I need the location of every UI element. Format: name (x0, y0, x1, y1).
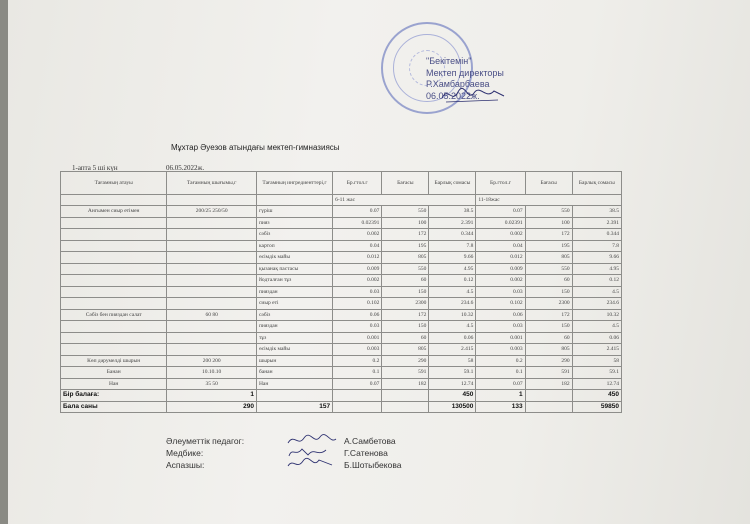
price-a: 195 (382, 240, 429, 252)
sum-b: 12.74 (572, 378, 621, 390)
dish-name: Нан (61, 378, 167, 390)
gross-a: 0.06 (333, 309, 382, 321)
per-child-total-b: 450 (572, 390, 621, 402)
dish-yield (167, 229, 257, 241)
gross-a: 0.002 (333, 229, 382, 241)
child-count-row (61, 401, 622, 413)
sum-a: 7.8 (429, 240, 476, 252)
dish-yield: 60 80 (167, 309, 257, 321)
ingredient: картоп (256, 240, 332, 252)
price-b: 150 (525, 321, 572, 333)
table-row (61, 275, 622, 287)
sum-a: 4.95 (429, 263, 476, 275)
sum-a: 9.66 (429, 252, 476, 264)
price-a: 550 (382, 206, 429, 218)
price-b: 591 (525, 367, 572, 379)
handwritten-signature (286, 459, 344, 471)
dish-name (61, 332, 167, 344)
price-b: 2300 (525, 298, 572, 310)
per-child-label: Бір балаға: (61, 390, 167, 402)
price-b: 100 (525, 217, 572, 229)
gross-b: 0.102 (476, 298, 525, 310)
price-b: 195 (525, 240, 572, 252)
staff-role: Аспазшы: (166, 460, 205, 470)
sum-b: 38.5 (572, 206, 621, 218)
gross-b: 0.001 (476, 332, 525, 344)
dish-name (61, 275, 167, 287)
gross-a: 0.03 (333, 286, 382, 298)
column-header: Бр.гтол.г (333, 172, 382, 195)
price-a: 60 (382, 332, 429, 344)
sum-b: 10.32 (572, 309, 621, 321)
price-a: 60 (382, 275, 429, 287)
sum-b: 7.8 (572, 240, 621, 252)
gross-b: 0.009 (476, 263, 525, 275)
gross-b: 0.02391 (476, 217, 525, 229)
dish-yield: 10.10.10 (167, 367, 257, 379)
price-a: 805 (382, 344, 429, 356)
dish-name (61, 344, 167, 356)
gross-b: 0.03 (476, 286, 525, 298)
dish-yield (167, 252, 257, 264)
sum-b: 2.391 (572, 217, 621, 229)
price-a: 172 (382, 309, 429, 321)
dish-name (61, 240, 167, 252)
ingredient: сәбіз (256, 309, 332, 321)
dish-name: Көп дәрумелді шырын (61, 355, 167, 367)
gross-a: 0.1 (333, 367, 382, 379)
dish-name (61, 263, 167, 275)
ingredient: пияздан (256, 321, 332, 333)
ingredient: өсімдік майы (256, 252, 332, 264)
price-b: 550 (525, 263, 572, 275)
gross-a: 0.009 (333, 263, 382, 275)
approval-date: 06.05.2022ж. (426, 90, 480, 101)
child-count-value: 290 (167, 401, 257, 413)
gross-a: 0.001 (333, 332, 382, 344)
dish-yield (167, 263, 257, 275)
child-count-count-b: 133 (476, 401, 525, 413)
price-b: 182 (525, 378, 572, 390)
column-header: Тағамның атауы (61, 172, 167, 195)
ingredient: тұз (256, 332, 332, 344)
sum-a: 234.6 (429, 298, 476, 310)
sum-b: 2.415 (572, 344, 621, 356)
per-child-row (61, 390, 622, 402)
price-a: 550 (382, 263, 429, 275)
staff-signatures (166, 435, 464, 471)
sum-b: 0.06 (572, 332, 621, 344)
column-header: Барлық сомасы (572, 172, 621, 195)
sum-b: 58 (572, 355, 621, 367)
price-b: 150 (525, 286, 572, 298)
dish-name: Ангымен сиыр етімен (61, 206, 167, 218)
gross-a: 0.02391 (333, 217, 382, 229)
price-a: 172 (382, 229, 429, 241)
column-header: Бр.гтол.г (476, 172, 525, 195)
sum-b: 0.344 (572, 229, 621, 241)
age-group-row (61, 195, 622, 206)
dish-yield (167, 240, 257, 252)
gross-b: 0.003 (476, 344, 525, 356)
document-page (8, 0, 750, 524)
dish-name (61, 229, 167, 241)
price-a: 591 (382, 367, 429, 379)
dish-name (61, 286, 167, 298)
dish-yield: 200 200 (167, 355, 257, 367)
dish-yield (167, 332, 257, 344)
price-b: 172 (525, 229, 572, 241)
dish-name: Сәбіз бен пияздан салат (61, 309, 167, 321)
per-child-count-b: 1 (476, 390, 525, 402)
gross-a: 0.012 (333, 252, 382, 264)
price-a: 2300 (382, 298, 429, 310)
staff-role: Медбике: (166, 448, 204, 458)
gross-b: 0.002 (476, 229, 525, 241)
price-a: 100 (382, 217, 429, 229)
gross-a: 0.04 (333, 240, 382, 252)
sum-a: 0.12 (429, 275, 476, 287)
table-row (61, 263, 622, 275)
ingredient: шырын (256, 355, 332, 367)
gross-b: 0.03 (476, 321, 525, 333)
price-a: 805 (382, 252, 429, 264)
ingredient: сиыр еті (256, 298, 332, 310)
price-b: 805 (525, 344, 572, 356)
dish-name (61, 252, 167, 264)
dish-yield (167, 344, 257, 356)
gross-a: 0.07 (333, 378, 382, 390)
sum-b: 4.95 (572, 263, 621, 275)
age-group-label: 11-18жас (476, 195, 622, 206)
gross-a: 0.07 (333, 206, 382, 218)
gross-b: 0.012 (476, 252, 525, 264)
sum-b: 0.12 (572, 275, 621, 287)
approval-line: Р.Хамбарбаева (426, 79, 490, 89)
sum-a: 0.344 (429, 229, 476, 241)
price-a: 290 (382, 355, 429, 367)
ingredient: қызанақ пастасы (256, 263, 332, 275)
table-row (61, 217, 622, 229)
child-count-total-a: 130500 (429, 401, 476, 413)
table-row (61, 206, 622, 218)
sum-a: 59.1 (429, 367, 476, 379)
table-row (61, 298, 622, 310)
ingredient: пияздан (256, 286, 332, 298)
gross-b: 0.1 (476, 367, 525, 379)
child-count-mid: 157 (256, 401, 332, 413)
staff-name: Б.Шотыбекова (344, 460, 402, 470)
dish-yield (167, 275, 257, 287)
price-b: 172 (525, 309, 572, 321)
staff-role: Әлеуметтік педагог: (166, 436, 245, 446)
menu-table (60, 171, 622, 413)
table-row (61, 378, 622, 390)
sum-a: 4.5 (429, 321, 476, 333)
table-row (61, 367, 622, 379)
staff-name: Г.Сатенова (344, 448, 388, 458)
sum-b: 59.1 (572, 367, 621, 379)
table-header-row (61, 172, 622, 195)
menu-day: 1-апта 5 ші күн (72, 164, 118, 172)
gross-b: 0.04 (476, 240, 525, 252)
dish-yield: 35 50 (167, 378, 257, 390)
table-row (61, 229, 622, 241)
ingredient: банан (256, 367, 332, 379)
sum-a: 2.391 (429, 217, 476, 229)
ingredient: сәбіз (256, 229, 332, 241)
price-a: 182 (382, 378, 429, 390)
child-count-label: Бала саны (61, 401, 167, 413)
price-a: 150 (382, 321, 429, 333)
menu-date: 06.05.2022ж. (166, 164, 205, 172)
gross-b: 0.002 (476, 275, 525, 287)
gross-a: 0.03 (333, 321, 382, 333)
gross-a: 0.102 (333, 298, 382, 310)
staff-row (166, 459, 464, 471)
table-row (61, 332, 622, 344)
table-row (61, 309, 622, 321)
column-header: Барлық сомасы (429, 172, 476, 195)
price-b: 60 (525, 332, 572, 344)
sum-b: 4.5 (572, 286, 621, 298)
ingredient: Нан (256, 378, 332, 390)
column-header: Бағасы (525, 172, 572, 195)
price-b: 550 (525, 206, 572, 218)
table-row (61, 286, 622, 298)
gross-a: 0.002 (333, 275, 382, 287)
dish-yield (167, 286, 257, 298)
sum-a: 12.74 (429, 378, 476, 390)
column-header: Тағамның ингредиенттері,г (256, 172, 332, 195)
ingredient: йодталған тұз (256, 275, 332, 287)
dish-name: Банан (61, 367, 167, 379)
sum-a: 0.06 (429, 332, 476, 344)
price-a: 150 (382, 286, 429, 298)
sum-b: 234.6 (572, 298, 621, 310)
table-row (61, 321, 622, 333)
sum-b: 9.66 (572, 252, 621, 264)
column-header: Бағасы (382, 172, 429, 195)
per-child-value: 1 (167, 390, 257, 402)
gross-a: 0.2 (333, 355, 382, 367)
dish-yield: 200/25 250/50 (167, 206, 257, 218)
dish-yield (167, 217, 257, 229)
gross-a: 0.003 (333, 344, 382, 356)
ingredient: гүріш (256, 206, 332, 218)
sum-a: 10.32 (429, 309, 476, 321)
sum-a: 38.5 (429, 206, 476, 218)
gross-b: 0.06 (476, 309, 525, 321)
gross-b: 0.2 (476, 355, 525, 367)
table-row (61, 252, 622, 264)
director-signature (438, 84, 508, 106)
price-b: 60 (525, 275, 572, 287)
table-row (61, 355, 622, 367)
approval-line: "Бекітемін" (426, 56, 472, 66)
ingredient: пияз (256, 217, 332, 229)
dish-name (61, 298, 167, 310)
gross-b: 0.07 (476, 378, 525, 390)
table-row (61, 240, 622, 252)
column-header: Тағамның шығымы,г (167, 172, 257, 195)
ingredient: өсімдік майы (256, 344, 332, 356)
price-b: 290 (525, 355, 572, 367)
per-child-total-a: 450 (429, 390, 476, 402)
gross-b: 0.07 (476, 206, 525, 218)
dish-yield (167, 321, 257, 333)
staff-name: А.Самбетова (344, 436, 396, 446)
dish-yield (167, 298, 257, 310)
dish-name (61, 321, 167, 333)
child-count-total-b: 59850 (572, 401, 621, 413)
sum-b: 4.5 (572, 321, 621, 333)
sum-a: 2.415 (429, 344, 476, 356)
sum-a: 58 (429, 355, 476, 367)
document-title: Мұхтар Әуезов атындағы мектеп-гимназиясы (171, 143, 340, 152)
approval-line: Мектеп директоры (426, 67, 504, 78)
sum-a: 4.5 (429, 286, 476, 298)
table-row (61, 344, 622, 356)
dish-name (61, 217, 167, 229)
price-b: 805 (525, 252, 572, 264)
age-group-label: 6-11 жас (333, 195, 476, 206)
